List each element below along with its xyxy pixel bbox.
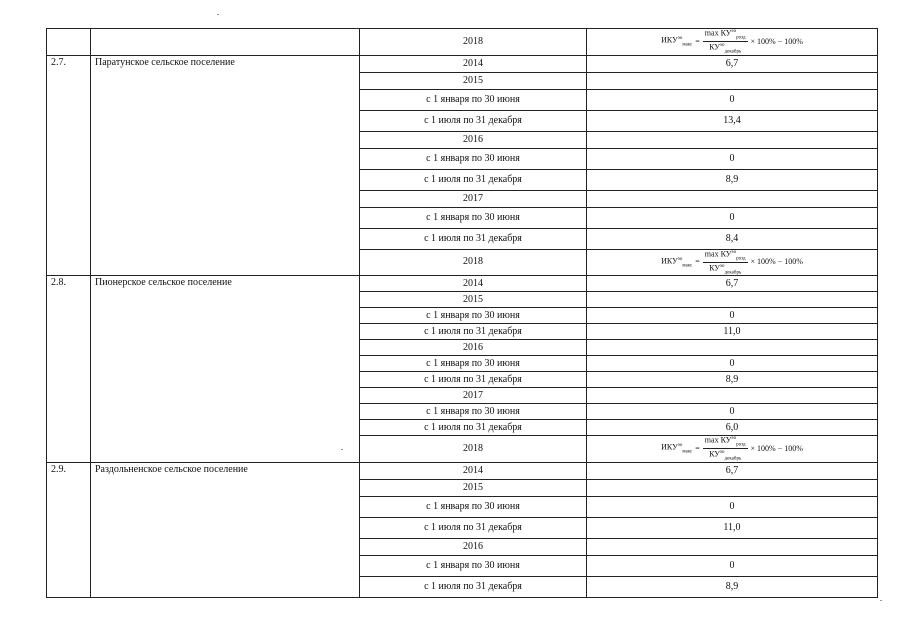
period-cell: 2018 <box>360 249 587 276</box>
index-formula <box>661 250 803 276</box>
value-cell <box>587 131 878 148</box>
period-cell: 2016 <box>360 538 587 555</box>
table-row <box>47 29 878 56</box>
table-body <box>47 29 878 598</box>
value-cell: 0 <box>587 207 878 228</box>
settlement-name: Пионерское сельское поселение <box>91 276 360 463</box>
period-cell: с 1 января по 30 июня <box>360 404 587 420</box>
value-cell: 6,7 <box>587 55 878 72</box>
value-cell <box>587 479 878 496</box>
period-cell: с 1 января по 30 июня <box>360 356 587 372</box>
value-cell <box>587 388 878 404</box>
period-cell: 2016 <box>360 131 587 148</box>
value-cell <box>587 190 878 207</box>
row-number: 2.8. <box>47 276 91 463</box>
formula-eq: = <box>695 36 700 46</box>
value-cell: 6,0 <box>587 420 878 436</box>
period-cell: с 1 июля по 31 декабря <box>360 420 587 436</box>
period-cell: с 1 января по 30 июня <box>360 555 587 576</box>
formula-fraction <box>703 250 748 276</box>
formula-cell <box>587 29 878 56</box>
index-formula <box>661 29 803 55</box>
value-cell <box>587 292 878 308</box>
value-cell: 0 <box>587 404 878 420</box>
scan-speck <box>217 14 219 15</box>
period-cell: 2015 <box>360 72 587 89</box>
formula-cell <box>587 249 878 276</box>
formula-lhs: $ИКУ^{эо}_{макс}$ <box>661 35 693 48</box>
period-cell: 2017 <box>360 190 587 207</box>
row-number: 2.9. <box>47 462 91 597</box>
value-cell: 8,9 <box>587 372 878 388</box>
period-cell: с 1 июля по 31 декабря <box>360 372 587 388</box>
formula-numerator: $\max КУ^{эо}_{розд}$ <box>704 435 746 448</box>
period-cell: с 1 января по 30 июня <box>360 496 587 517</box>
period-cell: с 1 января по 30 июня <box>360 89 587 110</box>
table-row <box>47 55 878 72</box>
formula-tail: × 100% − 100% <box>750 443 803 453</box>
table-row <box>47 462 878 479</box>
period-cell: с 1 января по 30 июня <box>360 148 587 169</box>
period-cell: 2015 <box>360 479 587 496</box>
formula-denominator: $КУ^{эо}_{декабрь}$ <box>709 263 742 275</box>
period-cell: 2015 <box>360 292 587 308</box>
formula-tail: × 100% − 100% <box>750 257 803 267</box>
value-cell: 8,4 <box>587 228 878 249</box>
value-cell <box>587 340 878 356</box>
period-cell: с 1 июля по 31 декабря <box>360 576 587 597</box>
table-row <box>47 276 878 292</box>
value-cell: 0 <box>587 148 878 169</box>
formula-tail: × 100% − 100% <box>750 36 803 46</box>
period-cell: 2014 <box>360 276 587 292</box>
period-cell: с 1 июля по 31 декабря <box>360 169 587 190</box>
formula-eq: = <box>695 443 700 453</box>
value-cell: 8,9 <box>587 576 878 597</box>
period-cell: 2017 <box>360 388 587 404</box>
formula-numerator: $\max КУ^{эо}_{розд}$ <box>704 249 746 261</box>
settlement-name: Раздольненское сельское поселение <box>91 462 360 597</box>
period-cell: с 1 июля по 31 декабря <box>360 517 587 538</box>
value-cell: 0 <box>587 496 878 517</box>
document-table <box>46 28 878 598</box>
row-number: 2.7. <box>47 55 91 276</box>
value-cell: 0 <box>587 555 878 576</box>
value-cell: 13,4 <box>587 110 878 131</box>
value-cell <box>587 72 878 89</box>
period-cell: с 1 июля по 31 декабря <box>360 228 587 249</box>
value-cell: 6,7 <box>587 462 878 479</box>
value-cell: 11,0 <box>587 517 878 538</box>
value-cell: 0 <box>587 308 878 324</box>
formula-denominator: $КУ^{эо}_{декабрь}$ <box>709 42 742 55</box>
period-cell: 2014 <box>360 55 587 72</box>
period-cell: 2014 <box>360 462 587 479</box>
value-cell: 0 <box>587 89 878 110</box>
period-cell: с 1 января по 30 июня <box>360 308 587 324</box>
value-cell: 11,0 <box>587 324 878 340</box>
scan-speck <box>880 600 882 601</box>
period-cell: с 1 июля по 31 декабря <box>360 110 587 131</box>
formula-cell <box>587 436 878 463</box>
period-cell: 2016 <box>360 340 587 356</box>
formula-lhs: $ИКУ^{эо}_{макс}$ <box>661 256 693 268</box>
period-cell: 2018 <box>360 436 587 463</box>
formula-lhs: $ИКУ^{эо}_{макс}$ <box>661 442 693 455</box>
period-cell: с 1 июля по 31 декабря <box>360 324 587 340</box>
settlement-name: Паратунское сельское поселение <box>91 55 360 276</box>
scan-speck <box>341 449 343 450</box>
value-cell: 6,7 <box>587 276 878 292</box>
period-cell: с 1 января по 30 июня <box>360 207 587 228</box>
row-number <box>47 29 91 56</box>
value-cell <box>587 538 878 555</box>
settlement-name <box>91 29 360 56</box>
formula-eq: = <box>695 257 700 267</box>
formula-fraction <box>703 436 748 462</box>
period-cell: 2018 <box>360 29 587 56</box>
index-formula <box>661 436 803 462</box>
formula-denominator: $КУ^{эо}_{декабрь}$ <box>709 449 742 462</box>
value-cell: 8,9 <box>587 169 878 190</box>
value-cell: 0 <box>587 356 878 372</box>
formula-numerator: $\max КУ^{эо}_{розд}$ <box>704 28 746 41</box>
formula-fraction <box>703 29 748 55</box>
